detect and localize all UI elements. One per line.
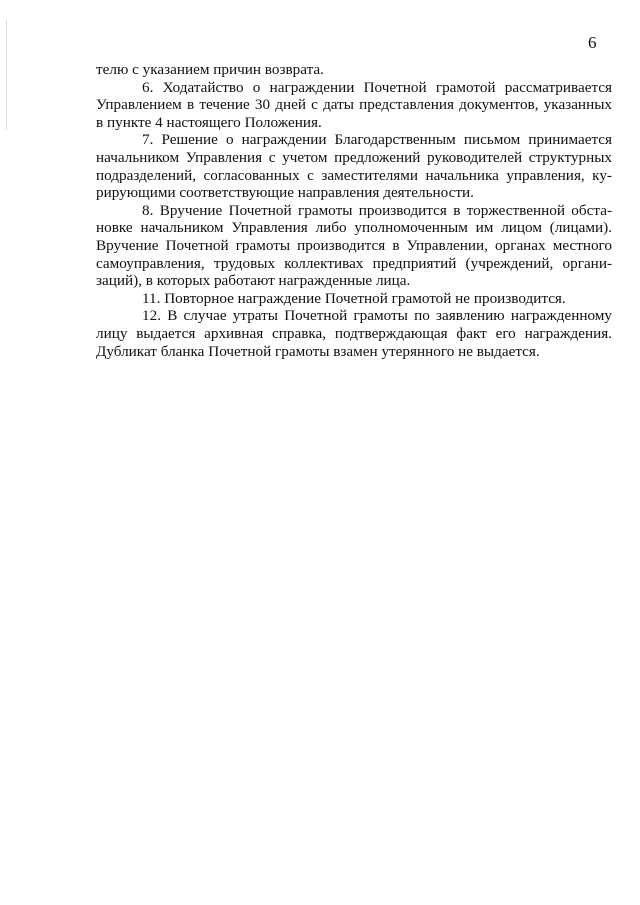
scan-edge-mark bbox=[6, 20, 7, 130]
text-line: Вручение Почетной грамоты производится в Управлении, органах местного bbox=[96, 236, 612, 254]
document-body bbox=[96, 61, 612, 360]
text-line: телю с указанием причин возврата. bbox=[96, 61, 324, 78]
page-number: 6 bbox=[588, 33, 597, 52]
text-line: 12. В случае утраты Почетной грамоты по заявлению награжденному bbox=[142, 307, 612, 325]
text-line: заций), в которых работают награжденные лица. bbox=[96, 272, 411, 290]
text-line: 11. Повторное награждение Почетной грамотой не производится. bbox=[142, 289, 566, 307]
paragraph bbox=[96, 202, 612, 290]
text-line: Управлением в течение 30 дней с даты представления документов, указанных bbox=[96, 96, 612, 114]
text-line: 7. Решение о награждении Благодарственным письмом принимается bbox=[142, 131, 612, 149]
text-line: подразделений, согласованных с заместителями начальника управления, ку- bbox=[96, 166, 612, 184]
paragraph bbox=[96, 79, 612, 132]
text-line: в пункте 4 настоящего Положения. bbox=[96, 113, 322, 131]
text-line: 6. Ходатайство о награждении Почетной грамотой рассматривается bbox=[142, 78, 612, 96]
text-line: начальником Управления с учетом предложений руководителей структурных bbox=[96, 148, 612, 166]
paragraph bbox=[96, 131, 612, 201]
paragraph bbox=[96, 290, 612, 308]
text-line: 8. Вручение Почетной грамоты производится в торжественной обста- bbox=[142, 201, 612, 219]
paragraph bbox=[96, 61, 612, 79]
text-line: лицу выдается архивная справка, подтверждающая факт его награждения. bbox=[96, 324, 612, 342]
text-line: самоуправления, трудовых коллективах предприятий (учреждений, органи- bbox=[96, 254, 612, 272]
text-line: рирующими соответствующие направления деятельности. bbox=[96, 184, 474, 202]
text-line: новке начальником Управления либо уполномоченным им лицом (лицами). bbox=[96, 219, 612, 237]
text-line: Дубликат бланка Почетной грамоты взамен утерянного не выдается. bbox=[96, 342, 540, 360]
paragraph bbox=[96, 307, 612, 360]
